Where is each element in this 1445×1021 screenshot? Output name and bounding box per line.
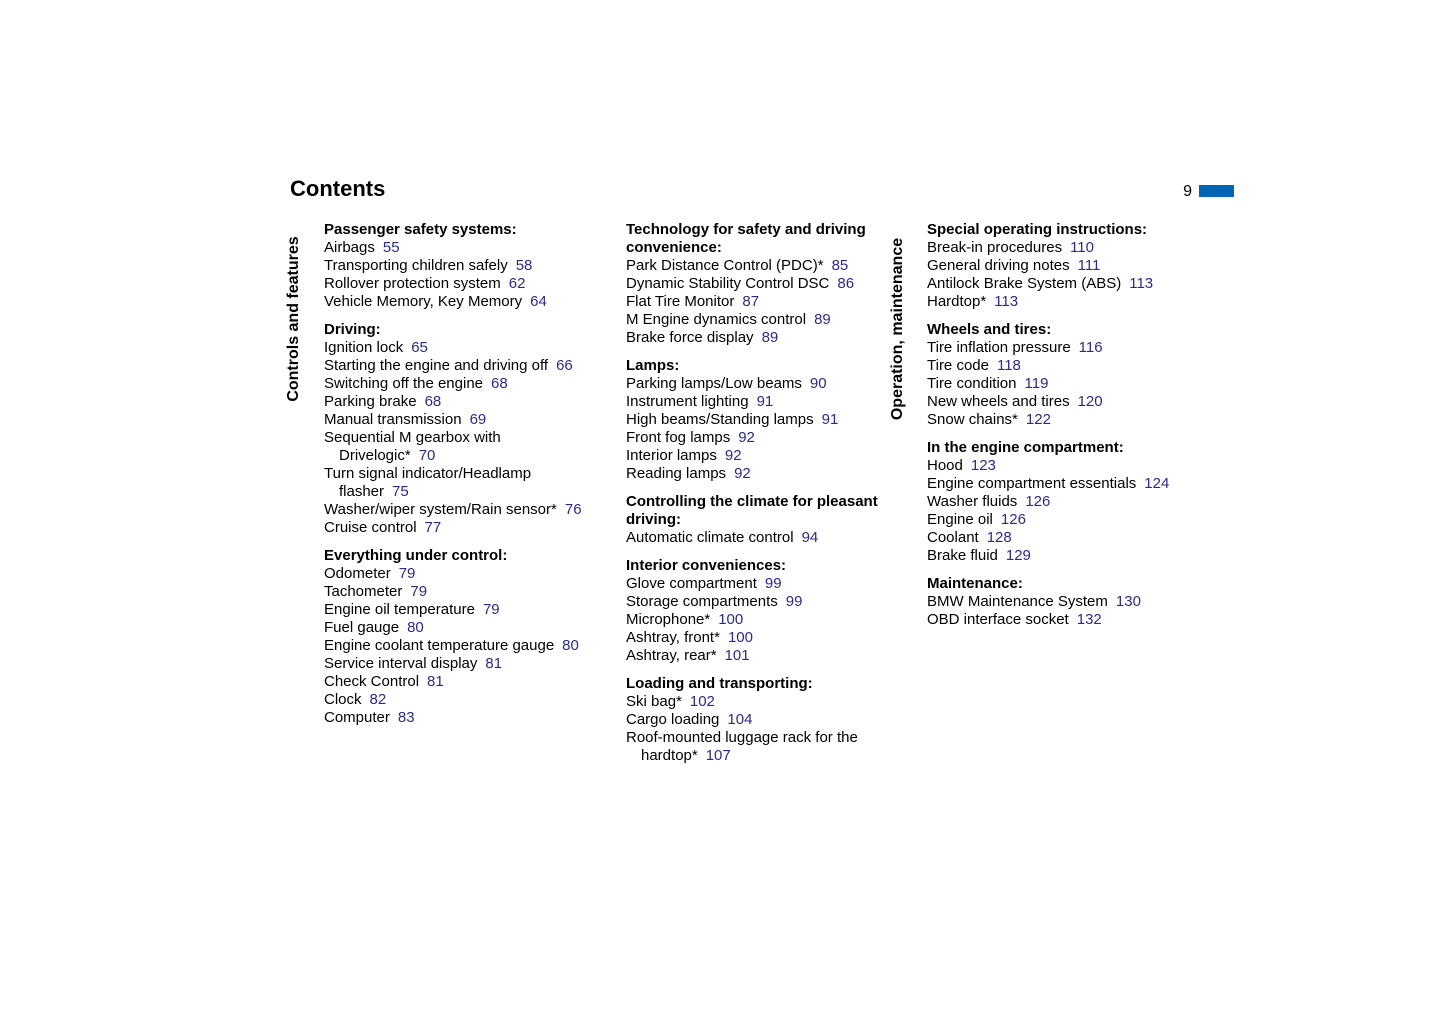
toc-entry[interactable] xyxy=(324,393,594,411)
toc-entry[interactable] xyxy=(927,239,1197,257)
toc-entry-page-link[interactable]: 92 xyxy=(724,447,742,464)
toc-entry-label: BMW Maintenance System xyxy=(927,593,1108,610)
toc-entry-page-link[interactable]: 113 xyxy=(1129,275,1154,292)
toc-entry[interactable] xyxy=(324,357,594,375)
toc-entry-label: Manual transmission xyxy=(324,411,462,428)
toc-entry-page-link[interactable]: 92 xyxy=(738,429,755,446)
toc-entry-page-link[interactable]: 132 xyxy=(1076,611,1102,628)
toc-entry[interactable] xyxy=(927,357,1197,375)
toc-entry-page-link[interactable]: 89 xyxy=(761,329,779,346)
toc-entry[interactable] xyxy=(324,691,594,709)
toc-entry[interactable] xyxy=(927,411,1197,429)
page-title: Contents xyxy=(290,176,386,201)
toc-entry[interactable] xyxy=(626,411,896,429)
toc-entry-page-link[interactable]: 126 xyxy=(1000,511,1026,528)
toc-entry-label: Microphone* xyxy=(626,611,711,628)
toc-entry-page-link[interactable]: 118 xyxy=(996,357,1021,374)
toc-entry[interactable] xyxy=(927,529,1197,547)
toc-entry-label: Hardtop* xyxy=(927,293,987,310)
toc-entry-page-link[interactable]: 99 xyxy=(785,593,803,610)
toc-entry-page-link[interactable]: 130 xyxy=(1115,593,1141,610)
toc-entry-page-link[interactable]: 81 xyxy=(427,673,444,690)
toc-entry-page-link[interactable]: 82 xyxy=(369,691,387,708)
toc-entry-label: Brake force display xyxy=(626,329,754,346)
toc-section-title: Special operating instructions: xyxy=(927,221,1148,238)
toc-entry[interactable] xyxy=(324,673,594,691)
toc-entry[interactable] xyxy=(324,257,594,275)
toc-entry[interactable] xyxy=(626,375,896,393)
toc-entry-page-link[interactable]: 62 xyxy=(508,275,526,292)
toc-section xyxy=(626,675,896,765)
toc-entry-page-link[interactable]: 79 xyxy=(482,601,500,618)
toc-entry-label: Coolant xyxy=(927,529,979,546)
toc-entry-label: General driving notes xyxy=(927,257,1070,274)
toc-entry[interactable] xyxy=(927,457,1197,475)
toc-entry-page-link[interactable]: 92 xyxy=(734,465,751,482)
toc-section-title: Maintenance: xyxy=(927,575,1023,592)
toc-entry[interactable] xyxy=(626,529,896,547)
side-label-controls-text: Controls and features xyxy=(285,236,302,402)
toc-entry-page-link[interactable]: 101 xyxy=(724,647,750,664)
toc-entry[interactable] xyxy=(626,329,896,347)
toc-entry-label: Roof-mounted luggage rack for the hardtop* xyxy=(626,729,858,764)
toc-entry-label: Airbags xyxy=(324,239,375,256)
toc-entry-label: Front fog lamps xyxy=(626,429,731,446)
toc-entry-page-link[interactable]: 100 xyxy=(727,629,753,646)
toc-section-title: Everything under control: xyxy=(324,547,508,564)
toc-entry[interactable] xyxy=(626,447,896,465)
toc-entry-label: Fuel gauge xyxy=(324,619,400,636)
toc-entry[interactable] xyxy=(927,475,1197,493)
toc-entry[interactable] xyxy=(927,375,1197,393)
toc-entry-page-link[interactable]: 107 xyxy=(705,747,731,764)
toc-entry[interactable] xyxy=(324,411,594,429)
toc-entry[interactable] xyxy=(927,275,1197,293)
toc-entry-page-link[interactable]: 79 xyxy=(398,565,416,582)
toc-entry-page-link[interactable]: 111 xyxy=(1077,257,1101,274)
toc-entry[interactable] xyxy=(927,339,1197,357)
toc-entry-page-link[interactable]: 116 xyxy=(1078,339,1103,356)
toc-column-3 xyxy=(927,221,1197,639)
toc-entry-label: Dynamic Stability Control DSC xyxy=(626,275,830,292)
toc-entry-page-link[interactable]: 102 xyxy=(689,693,715,710)
toc-entry[interactable] xyxy=(324,293,594,311)
toc-entry[interactable] xyxy=(324,709,594,727)
toc-entry[interactable] xyxy=(324,465,594,501)
toc-section xyxy=(927,575,1197,629)
toc-entry-label: Flat Tire Monitor xyxy=(626,293,735,310)
toc-entry-label: Tire condition xyxy=(927,375,1017,392)
toc-entry-label: Sequential M gearbox with Drivelogic* xyxy=(324,429,501,464)
toc-section xyxy=(626,221,896,347)
toc-entry-label: Tire code xyxy=(927,357,989,374)
toc-entry-label: Clock xyxy=(324,691,362,708)
toc-entry[interactable] xyxy=(626,293,896,311)
toc-entry-label: Instrument lighting xyxy=(626,393,749,410)
toc-entry[interactable] xyxy=(626,611,896,629)
toc-entry-page-link[interactable]: 124 xyxy=(1144,475,1170,492)
toc-entry-label: Cruise control xyxy=(324,519,417,536)
toc-entry[interactable] xyxy=(626,393,896,411)
toc-entry[interactable] xyxy=(927,611,1197,629)
toc-entry[interactable] xyxy=(927,293,1197,311)
toc-entry-label: New wheels and tires xyxy=(927,393,1070,410)
toc-entry-page-link[interactable]: 68 xyxy=(491,375,508,392)
page-number: 9 xyxy=(1183,183,1192,200)
toc-entry-page-link[interactable]: 85 xyxy=(831,257,849,274)
toc-entry[interactable] xyxy=(324,339,594,357)
toc-entry-label: Parking brake xyxy=(324,393,417,410)
toc-entry-label: Vehicle Memory, Key Memory xyxy=(324,293,523,310)
toc-entry-page-link[interactable]: 122 xyxy=(1025,411,1051,428)
toc-entry[interactable] xyxy=(324,239,594,257)
toc-entry-label: Engine coolant temperature gauge xyxy=(324,637,555,654)
toc-section xyxy=(324,321,594,537)
toc-entry[interactable] xyxy=(626,429,896,447)
toc-entry-page-link[interactable]: 123 xyxy=(970,457,996,474)
toc-section-title: Driving: xyxy=(324,321,381,338)
toc-entry-label: Automatic climate control xyxy=(626,529,794,546)
toc-entry-page-link[interactable]: 90 xyxy=(809,375,827,392)
toc-entry-page-link[interactable]: 66 xyxy=(556,357,573,374)
toc-section xyxy=(626,493,896,547)
toc-entry-label: Snow chains* xyxy=(927,411,1018,428)
toc-entry-page-link[interactable]: 81 xyxy=(485,655,503,672)
toc-entry-page-link[interactable]: 86 xyxy=(837,275,855,292)
toc-entry-label: Odometer xyxy=(324,565,391,582)
toc-entry-label: Check Control xyxy=(324,673,420,690)
toc-entry-label: Antilock Brake System (ABS) xyxy=(927,275,1122,292)
toc-entry[interactable] xyxy=(324,501,594,519)
toc-section-title: Controlling the climate for pleasant driving: xyxy=(626,493,878,528)
toc-entry-label: Rollover protection system xyxy=(324,275,501,292)
toc-column-1 xyxy=(324,221,594,737)
toc-entry-page-link[interactable]: 68 xyxy=(424,393,442,410)
toc-entry-label: Break-in procedures xyxy=(927,239,1063,256)
toc-section-title: Lamps: xyxy=(626,357,680,374)
toc-entry-page-link[interactable]: 126 xyxy=(1025,493,1051,510)
toc-entry-page-link[interactable]: 65 xyxy=(411,339,428,356)
toc-entry-label: Storage compartments xyxy=(626,593,778,610)
toc-entry-page-link[interactable]: 100 xyxy=(718,611,744,628)
toc-entry[interactable] xyxy=(324,637,594,655)
toc-entry[interactable] xyxy=(626,311,896,329)
toc-entry[interactable] xyxy=(324,375,594,393)
toc-entry[interactable] xyxy=(324,429,594,465)
toc-entry-page-link[interactable]: 76 xyxy=(564,501,582,518)
toc-entry-page-link[interactable]: 80 xyxy=(562,637,579,654)
toc-column-2 xyxy=(626,221,896,775)
toc-entry[interactable] xyxy=(324,519,594,537)
toc-entry[interactable] xyxy=(626,465,896,483)
toc-entry[interactable] xyxy=(626,711,896,729)
toc-entry-label: Washer fluids xyxy=(927,493,1018,510)
toc-entry-page-link[interactable]: 64 xyxy=(530,293,547,310)
toc-entry-label: Starting the engine and driving off xyxy=(324,357,549,374)
toc-section-title: Passenger safety systems: xyxy=(324,221,517,238)
toc-entry-page-link[interactable]: 87 xyxy=(742,293,760,310)
toc-entry-page-link[interactable]: 83 xyxy=(397,709,415,726)
toc-section-title: In the engine compartment: xyxy=(927,439,1124,456)
toc-entry-page-link[interactable]: 70 xyxy=(418,447,436,464)
toc-entry[interactable] xyxy=(324,565,594,583)
toc-section-title: Technology for safety and driving convenience: xyxy=(626,221,866,256)
toc-entry-label: Transporting children safely xyxy=(324,257,508,274)
toc-entry[interactable] xyxy=(324,583,594,601)
toc-entry-page-link[interactable]: 55 xyxy=(382,239,400,256)
toc-entry[interactable] xyxy=(324,275,594,293)
toc-entry-page-link[interactable]: 120 xyxy=(1077,393,1103,410)
toc-entry[interactable] xyxy=(324,601,594,619)
toc-section-title: Wheels and tires: xyxy=(927,321,1052,338)
toc-entry-label: Parking lamps/Low beams xyxy=(626,375,802,392)
toc-entry-page-link[interactable]: 119 xyxy=(1024,375,1049,392)
toc-entry-page-link[interactable]: 58 xyxy=(515,257,533,274)
toc-entry[interactable] xyxy=(324,655,594,673)
toc-entry-label: Ashtray, front* xyxy=(626,629,720,646)
toc-entry[interactable] xyxy=(626,693,896,711)
toc-entry-label: Ashtray, rear* xyxy=(626,647,717,664)
toc-entry-label: Engine compartment essentials xyxy=(927,475,1137,492)
toc-entry[interactable] xyxy=(626,729,896,765)
toc-entry-page-link[interactable]: 110 xyxy=(1070,239,1094,256)
toc-entry-page-link[interactable]: 113 xyxy=(994,293,1019,310)
toc-entry-page-link[interactable]: 129 xyxy=(1005,547,1031,564)
toc-entry[interactable] xyxy=(626,575,896,593)
toc-entry-label: M Engine dynamics control xyxy=(626,311,807,328)
toc-section-title: Interior conveniences: xyxy=(626,557,787,574)
toc-entry-label: Hood xyxy=(927,457,963,474)
toc-section-title: Loading and transporting: xyxy=(626,675,813,692)
toc-entry-label: Tire inflation pressure xyxy=(927,339,1071,356)
toc-entry[interactable] xyxy=(927,493,1197,511)
toc-section xyxy=(626,557,896,665)
toc-section xyxy=(324,547,594,727)
toc-section xyxy=(927,221,1197,311)
toc-entry-label: Switching off the engine xyxy=(324,375,484,392)
toc-entry-label: Tachometer xyxy=(324,583,403,600)
toc-entry-page-link[interactable]: 91 xyxy=(821,411,839,428)
toc-entry-page-link[interactable]: 75 xyxy=(392,483,409,500)
toc-entry-page-link[interactable]: 94 xyxy=(801,529,819,546)
toc-entry-page-link[interactable]: 91 xyxy=(756,393,774,410)
toc-entry-page-link[interactable]: 80 xyxy=(407,619,424,636)
toc-section xyxy=(927,439,1197,565)
toc-entry-label: Cargo loading xyxy=(626,711,720,728)
toc-entry-page-link[interactable]: 79 xyxy=(410,583,428,600)
toc-entry-label: Washer/wiper system/Rain sensor* xyxy=(324,501,557,518)
toc-entry-label: Brake fluid xyxy=(927,547,998,564)
toc-entry-page-link[interactable]: 89 xyxy=(814,311,831,328)
toc-entry-label: Interior lamps xyxy=(626,447,717,464)
toc-entry[interactable] xyxy=(927,511,1197,529)
side-label-controls xyxy=(284,154,304,484)
toc-entry[interactable] xyxy=(626,275,896,293)
toc-entry[interactable] xyxy=(927,593,1197,611)
toc-entry[interactable] xyxy=(626,647,896,665)
toc-entry[interactable] xyxy=(927,257,1197,275)
page-tab-marker xyxy=(1199,185,1234,197)
toc-entry-label: OBD interface socket xyxy=(927,611,1069,628)
toc-entry-label: High beams/Standing lamps xyxy=(626,411,814,428)
toc-entry-label: Glove compartment xyxy=(626,575,757,592)
toc-entry-page-link[interactable]: 128 xyxy=(986,529,1012,546)
toc-entry-page-link[interactable]: 69 xyxy=(469,411,487,428)
toc-entry-label: Ski bag* xyxy=(626,693,682,710)
toc-entry[interactable] xyxy=(626,257,896,275)
toc-section xyxy=(626,357,896,483)
toc-entry-page-link[interactable]: 77 xyxy=(424,519,442,536)
toc-section xyxy=(927,321,1197,429)
toc-entry[interactable] xyxy=(927,393,1197,411)
toc-entry-label: Computer xyxy=(324,709,390,726)
toc-entry-label: Service interval display xyxy=(324,655,478,672)
toc-entry-label: Engine oil temperature xyxy=(324,601,475,618)
side-label-operation-text: Operation, maintenance xyxy=(889,237,906,421)
toc-section xyxy=(324,221,594,311)
toc-entry-label: Ignition lock xyxy=(324,339,404,356)
toc-entry[interactable] xyxy=(626,629,896,647)
toc-entry-page-link[interactable]: 99 xyxy=(764,575,782,592)
toc-entry-label: Park Distance Control (PDC)* xyxy=(626,257,824,274)
toc-entry-label: Turn signal indicator/Headlamp flasher xyxy=(324,465,532,500)
toc-entry[interactable] xyxy=(626,593,896,611)
toc-entry-label: Reading lamps xyxy=(626,465,727,482)
toc-entry-label: Engine oil xyxy=(927,511,993,528)
toc-entry[interactable] xyxy=(927,547,1197,565)
toc-entry-page-link[interactable]: 104 xyxy=(727,711,753,728)
toc-entry[interactable] xyxy=(324,619,594,637)
